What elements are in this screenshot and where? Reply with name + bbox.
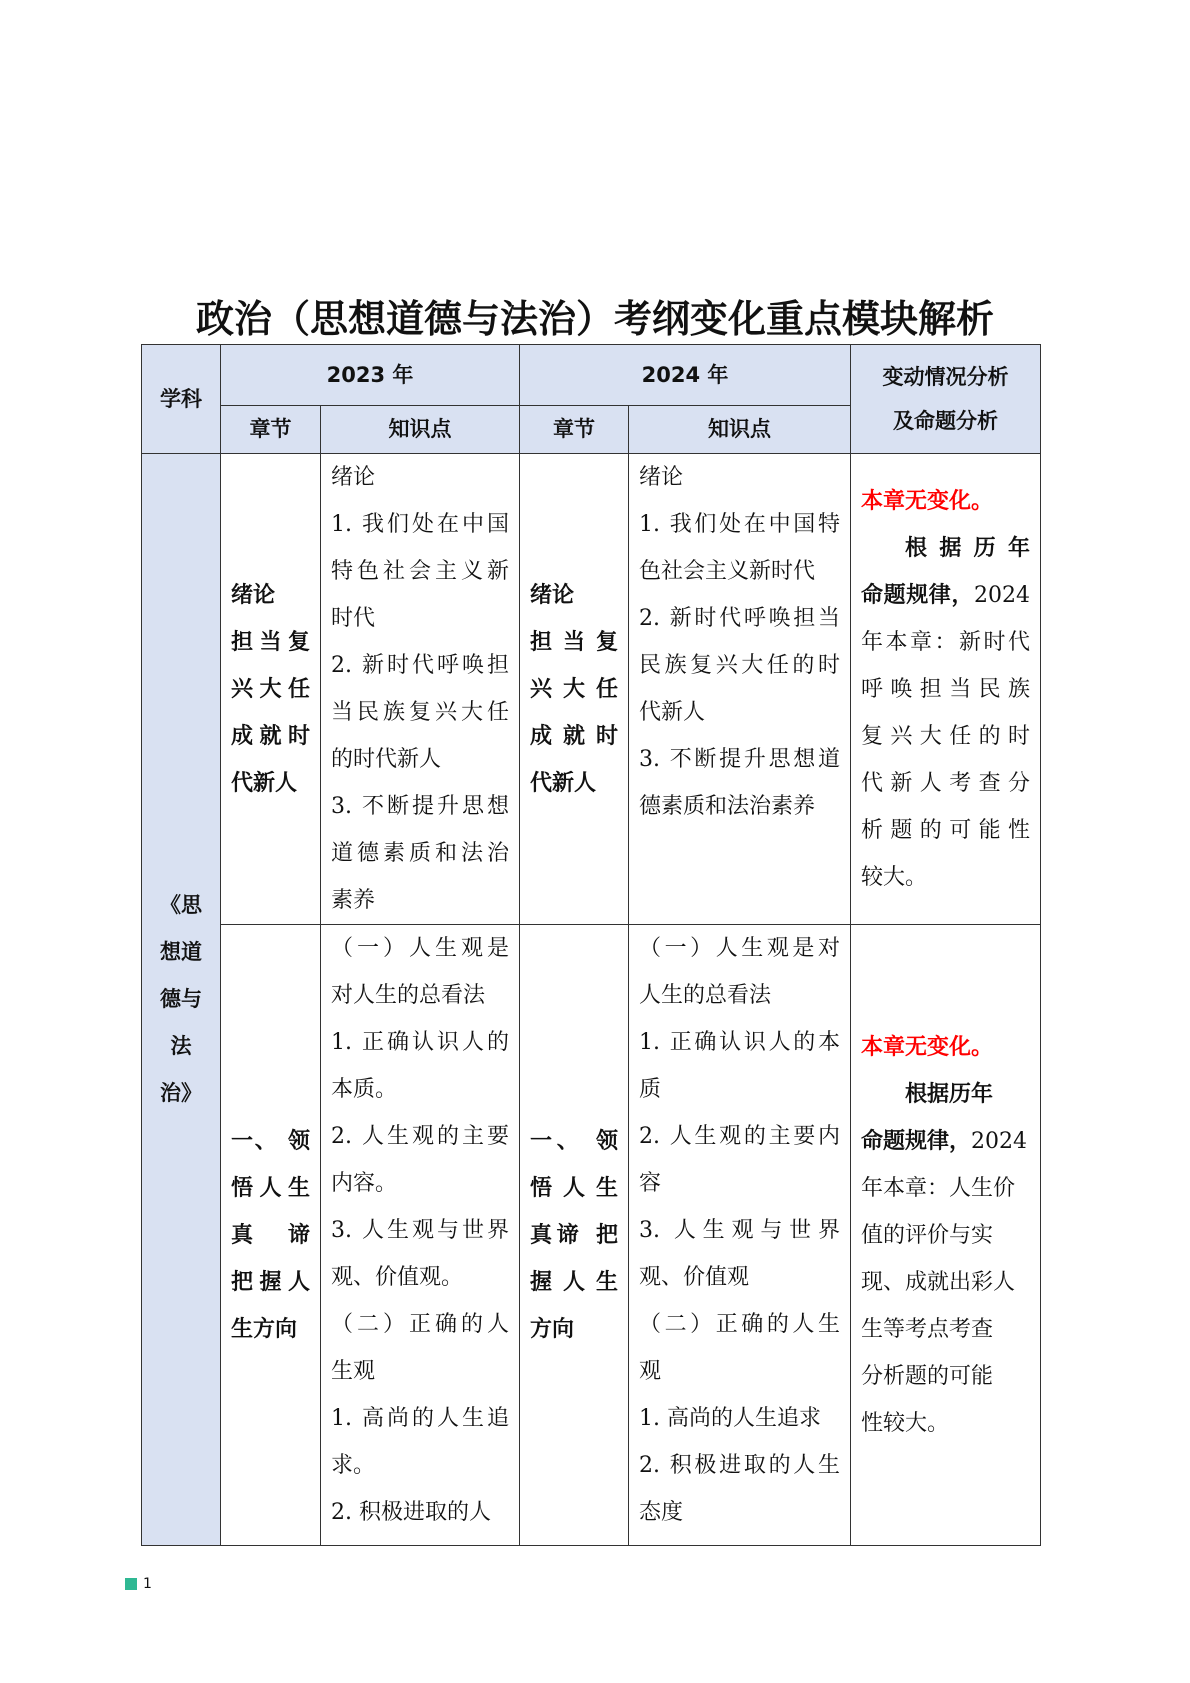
cell-line: 2. 新时代呼唤担当 <box>639 606 840 631</box>
cell-line: 1. 我们处在中国特 <box>639 512 840 537</box>
cell-line: 内容。 <box>331 1171 398 1196</box>
cell-line: 道德素质和法治 <box>331 841 509 866</box>
cell-line: 一、 领 <box>530 1128 618 1154</box>
analysis-text: 2024 <box>974 582 1030 608</box>
cell-line: 生观 <box>331 1359 376 1384</box>
analysis-text: 年本章：新时代 <box>861 629 1030 655</box>
cell-line: 绪论 <box>231 582 276 608</box>
analysis-cell <box>851 925 1041 1546</box>
cell-line: 1. 高尚的人生追求 <box>639 1406 821 1431</box>
analysis-line <box>861 854 1030 901</box>
subject-name-line: 法 <box>170 1034 192 1058</box>
chapter-2023-cell <box>221 925 321 1546</box>
cell-line: 3. 不断提升思想道 <box>639 747 840 772</box>
cell-line: 人生的总看法 <box>639 983 772 1008</box>
header-knowledge-2023: 知识点 <box>321 406 520 454</box>
analysis-text: 值的评价与实 <box>861 1222 994 1248</box>
subject-name-line: 《思 <box>160 893 202 917</box>
knowledge-2024-cell <box>629 454 851 925</box>
cell-line: 兴大任 <box>231 676 310 702</box>
analysis-text: 代新人考查分 <box>861 770 1030 796</box>
analysis-text: 年本章：人生价 <box>861 1175 1016 1201</box>
cell-line: 色社会主义新时代 <box>639 559 816 584</box>
analysis-line <box>861 1071 1030 1118</box>
no-change-text: 本章无变化。 <box>861 488 994 514</box>
cell-line: 担当复 <box>530 629 618 655</box>
header-chapter-2024: 章节 <box>520 406 629 454</box>
analysis-line <box>861 1118 1030 1165</box>
cell-line: 1. 高尚的人生追 <box>331 1406 509 1431</box>
cell-line: 2. 积极进取的人 <box>331 1500 491 1525</box>
page-marker-icon <box>125 1578 137 1590</box>
analysis-bold-text: 根据历年 <box>905 535 1030 561</box>
cell-line: 观、价值观 <box>639 1265 750 1290</box>
header-chapter-2023: 章节 <box>221 406 321 454</box>
cell-line: 生方向 <box>231 1316 298 1342</box>
cell-line: 悟人生 <box>231 1175 310 1201</box>
header-subject: 学科 <box>142 345 221 454</box>
analysis-line <box>861 713 1030 760</box>
cell-line: 容 <box>639 1171 662 1196</box>
cell-line: 成就时 <box>530 723 618 749</box>
cell-line: 本质。 <box>331 1077 398 1102</box>
knowledge-2024-cell <box>629 925 851 1546</box>
syllabus-table <box>141 344 1041 1546</box>
analysis-line <box>861 666 1030 713</box>
analysis-line <box>861 525 1030 572</box>
cell-line: 1. 正确认识人的本 <box>639 1030 840 1055</box>
subject-name-line: 德与 <box>160 987 202 1011</box>
cell-line: 1. 正确认识人的 <box>331 1030 509 1055</box>
header-year-2024: 2024 年 <box>520 345 851 406</box>
chapter-2023-cell <box>221 454 321 925</box>
analysis-line <box>861 619 1030 666</box>
cell-line: 把握人 <box>231 1269 310 1295</box>
header-analysis <box>851 345 1041 454</box>
subject-name-cell <box>142 454 221 1546</box>
cell-line: （一）人生观是 <box>331 936 509 961</box>
subject-name-line: 治》 <box>160 1081 202 1105</box>
analysis-text: 现、成就出彩人 <box>861 1269 1016 1295</box>
cell-line: 德素质和法治素养 <box>639 794 816 819</box>
cell-line: 素养 <box>331 888 376 913</box>
analysis-line <box>861 760 1030 807</box>
cell-line: 兴大任 <box>530 676 618 702</box>
cell-line: 绪论 <box>639 465 684 490</box>
header-year-2023: 2023 年 <box>221 345 520 406</box>
analysis-line <box>861 807 1030 854</box>
cell-line: （二）正确的人生 <box>639 1312 840 1337</box>
subject-name-line: 想道 <box>160 940 202 964</box>
analysis-line <box>861 1306 1030 1353</box>
page-title: 政治（思想道德与法治）考纲变化重点模块解析 <box>195 297 994 341</box>
cell-line: 求。 <box>331 1453 376 1478</box>
analysis-text: 复兴大任的时 <box>861 723 1030 749</box>
no-change-text: 本章无变化。 <box>861 1034 994 1060</box>
analysis-bold-text: 命题规律， <box>861 1128 972 1154</box>
cell-line: 2. 积极进取的人生 <box>639 1453 840 1478</box>
cell-line: （二）正确的人 <box>331 1312 509 1337</box>
cell-line: 2. 新时代呼唤担 <box>331 653 509 678</box>
cell-line: 观 <box>639 1359 662 1384</box>
no-change-note <box>861 1024 1030 1071</box>
cell-line: 观、价值观。 <box>331 1265 464 1290</box>
cell-line: 时代 <box>331 606 376 631</box>
cell-line: 方向 <box>530 1316 575 1342</box>
cell-line: 3. 不断提升思想 <box>331 794 509 819</box>
analysis-text: 分析题的可能 <box>861 1363 994 1389</box>
cell-line: 的时代新人 <box>331 747 442 772</box>
cell-line: 对人生的总看法 <box>331 983 486 1008</box>
cell-line: 2. 人生观的主要内 <box>639 1124 840 1149</box>
analysis-line <box>861 1353 1030 1400</box>
cell-line: 悟人生 <box>530 1175 618 1201</box>
cell-line: 握人生 <box>530 1269 618 1295</box>
analysis-line <box>861 1400 1030 1447</box>
analysis-text: 呼唤担当民族 <box>861 676 1030 702</box>
analysis-bold-text: 根据历年 <box>905 1081 994 1107</box>
cell-line: 绪论 <box>331 465 376 490</box>
page-footer <box>125 1576 152 1592</box>
analysis-text: 较大。 <box>861 864 928 890</box>
header-analysis-line1: 变动情况分析 <box>882 365 1009 389</box>
analysis-line <box>861 1212 1030 1259</box>
analysis-text: 性较大。 <box>861 1410 950 1436</box>
knowledge-2023-cell <box>321 454 520 925</box>
analysis-cell <box>851 454 1041 925</box>
analysis-bold-text: 命题规律， <box>861 582 974 608</box>
cell-line: 代新人 <box>639 700 706 725</box>
cell-line: （一）人生观是对 <box>639 936 840 961</box>
cell-line: 担当复 <box>231 629 310 655</box>
chapter-2024-cell <box>520 925 629 1546</box>
cell-line: 真谛 把 <box>530 1222 618 1248</box>
cell-line: 代新人 <box>530 770 597 796</box>
analysis-line <box>861 572 1030 619</box>
analysis-text: 析题的可能性 <box>861 817 1030 843</box>
no-change-note <box>861 478 1030 525</box>
cell-line: 3. 人生观与世界 <box>331 1218 509 1243</box>
cell-line: 3. 人生观与世界 <box>639 1218 840 1243</box>
cell-line: 绪论 <box>530 582 575 608</box>
cell-line: 1. 我们处在中国 <box>331 512 509 537</box>
analysis-text: 2024 <box>971 1128 1028 1154</box>
header-analysis-line2: 及命题分析 <box>893 409 998 433</box>
cell-line: 民族复兴大任的时 <box>639 653 840 678</box>
cell-line: 2. 人生观的主要 <box>331 1124 509 1149</box>
cell-line: 特色社会主义新 <box>331 559 509 584</box>
header-knowledge-2024: 知识点 <box>629 406 851 454</box>
analysis-text: 生等考点考查 <box>861 1316 994 1342</box>
cell-line: 一、 领 <box>231 1128 310 1154</box>
knowledge-2023-cell <box>321 925 520 1546</box>
cell-line: 质 <box>639 1077 662 1102</box>
chapter-2024-cell <box>520 454 629 925</box>
cell-line: 态度 <box>639 1500 684 1525</box>
analysis-line <box>861 1165 1030 1212</box>
cell-line: 当民族复兴大任 <box>331 700 509 725</box>
page-number: 1 <box>143 1576 152 1592</box>
analysis-line <box>861 1259 1030 1306</box>
cell-line: 成就时 <box>231 723 310 749</box>
cell-line: 代新人 <box>231 770 298 796</box>
cell-line: 真 谛 <box>231 1222 310 1248</box>
